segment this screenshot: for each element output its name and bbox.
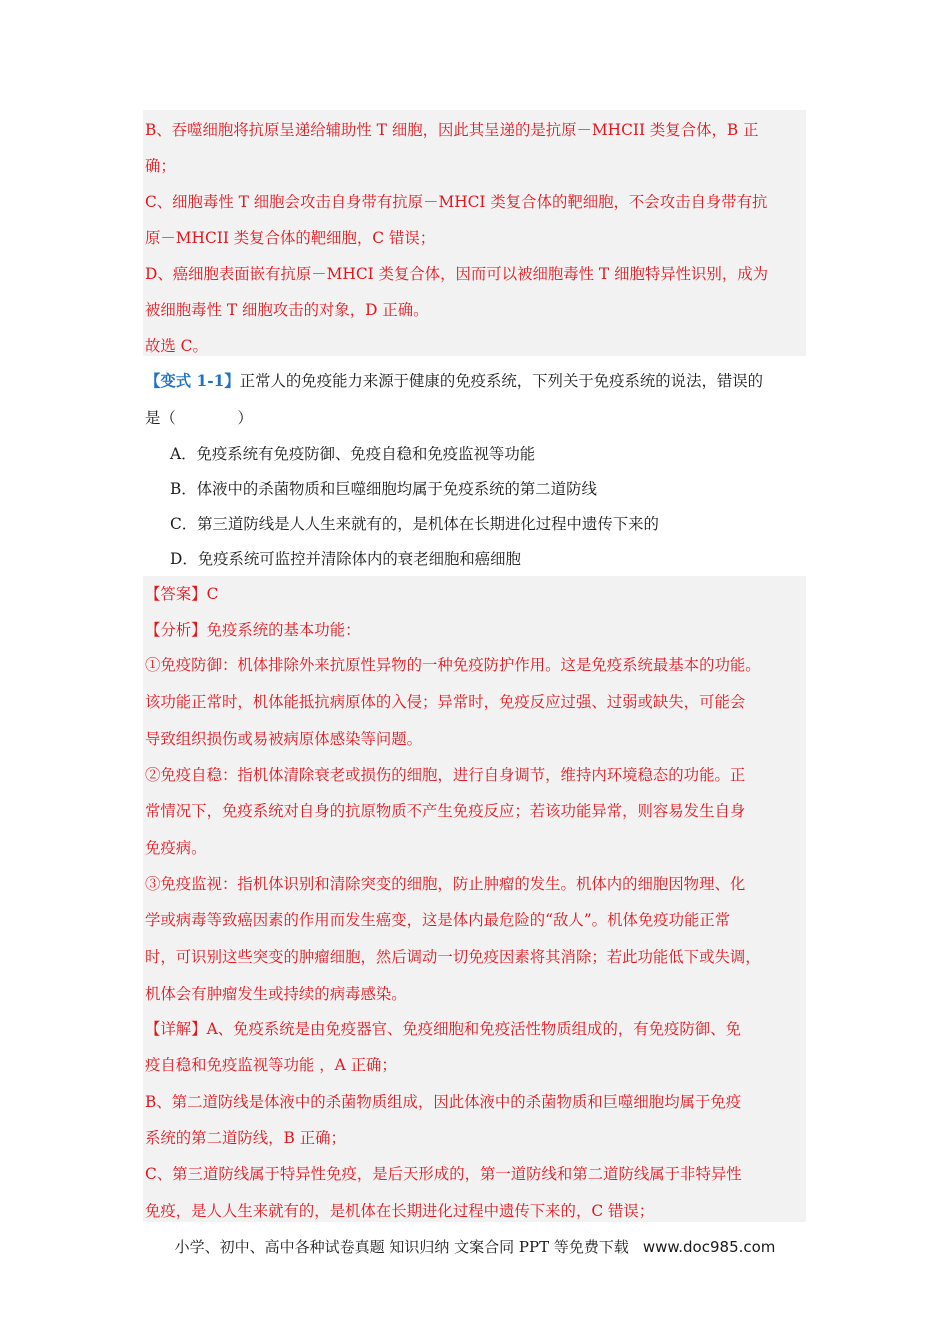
analysis-line: 导致组织损伤或易被病原体感染等问题。: [145, 730, 423, 748]
footer-text: 小学、初中、高中各种试卷真题 知识归纳 文案合同 PPT 等免费下载: [174, 1238, 629, 1256]
option-d: D．免疫系统可监控并清除体内的衰老细胞和癌细胞: [170, 550, 521, 568]
detail-line: 疫自稳和免疫监视等功能 ，A 正确；: [145, 1056, 397, 1074]
analysis-line: 免疫病。: [145, 839, 207, 857]
analysis-line: ①免疫防御：机体排除外来抗原性异物的一种免疫防护作用。这是免疫系统最基本的功能。: [145, 656, 761, 674]
option-b: B．体液中的杀菌物质和巨噬细胞均属于免疫系统的第二道防线: [170, 480, 597, 498]
answer-line: 【答案】C: [145, 585, 219, 603]
solution-line: 被细胞毒性 T 细胞攻击的对象，D 正确。: [145, 301, 429, 319]
solution-line: C、细胞毒性 T 细胞会攻击自身带有抗原－MHCI 类复合体的靶细胞，不会攻击自身带有抗: [145, 193, 768, 211]
solution-line: B、吞噬细胞将抗原呈递给辅助性 T 细胞，因此其呈递的是抗原－MHCII 类复合体，B 正: [145, 121, 759, 139]
analysis-line: 【分析】免疫系统的基本功能：: [145, 621, 361, 639]
analysis-line: 机体会有肿瘤发生或持续的病毒感染。: [145, 985, 407, 1003]
detail-line: 免疫，是人人生来就有的，是机体在长期进化过程中遗传下来的，C 错误；: [145, 1202, 655, 1220]
option-a: A．免疫系统有免疫防御、免疫自稳和免疫监视等功能: [170, 445, 536, 463]
analysis-line: 该功能正常时，机体能抵抗病原体的入侵；异常时，免疫反应过强、过弱或缺失，可能会: [145, 693, 746, 711]
question-tag: 【变式 1-1】: [145, 372, 240, 390]
solution-line: D、癌细胞表面嵌有抗原－MHCI 类复合体，因而可以被细胞毒性 T 细胞特异性识别，成为: [145, 265, 768, 283]
detail-line: C、第三道防线属于特异性免疫，是后天形成的，第一道防线和第二道防线属于非特异性: [145, 1165, 742, 1183]
question-text: 正常人的免疫能力来源于健康的免疫系统，下列关于免疫系统的说法，错误的: [239, 372, 764, 390]
solution-line: 故选 C。: [145, 337, 208, 355]
detail-line: 系统的第二道防线，B 正确；: [145, 1129, 346, 1147]
question-text-cont: 是（ ）: [145, 409, 253, 427]
analysis-line: 时，可识别这些突变的肿瘤细胞，然后调动一切免疫因素将其消除；若此功能低下或失调，: [145, 948, 761, 966]
analysis-line: ②免疫自稳：指机体清除衰老或损伤的细胞，进行自身调节，维持内环境稳态的功能。正: [145, 766, 746, 784]
detail-line: B、第二道防线是体液中的杀菌物质组成，因此体液中的杀菌物质和巨噬细胞均属于免疫: [145, 1093, 742, 1111]
question-stem: [145, 371, 763, 391]
analysis-line: 学或病毒等致癌因素的作用而发生癌变，这是体内最危险的“敌人”。机体免疫功能正常: [145, 911, 731, 929]
footer-site-link[interactable]: www.doc985.com: [642, 1238, 776, 1256]
page-footer: [0, 1236, 950, 1257]
analysis-line: 常情况下，免疫系统对自身的抗原物质不产生免疫反应；若该功能异常，则容易发生自身: [145, 802, 746, 820]
detail-line: 【详解】A、免疫系统是由免疫器官、免疫细胞和免疫活性物质组成的，有免疫防御、免: [145, 1020, 741, 1038]
analysis-line: ③免疫监视：指机体识别和清除突变的细胞，防止肿瘤的发生。机体内的细胞因物理、化: [145, 875, 746, 893]
option-c: C．第三道防线是人人生来就有的，是机体在长期进化过程中遗传下来的: [170, 515, 659, 533]
solution-line: 确；: [145, 157, 176, 175]
solution-line: 原－MHCII 类复合体的靶细胞，C 错误；: [145, 229, 436, 247]
